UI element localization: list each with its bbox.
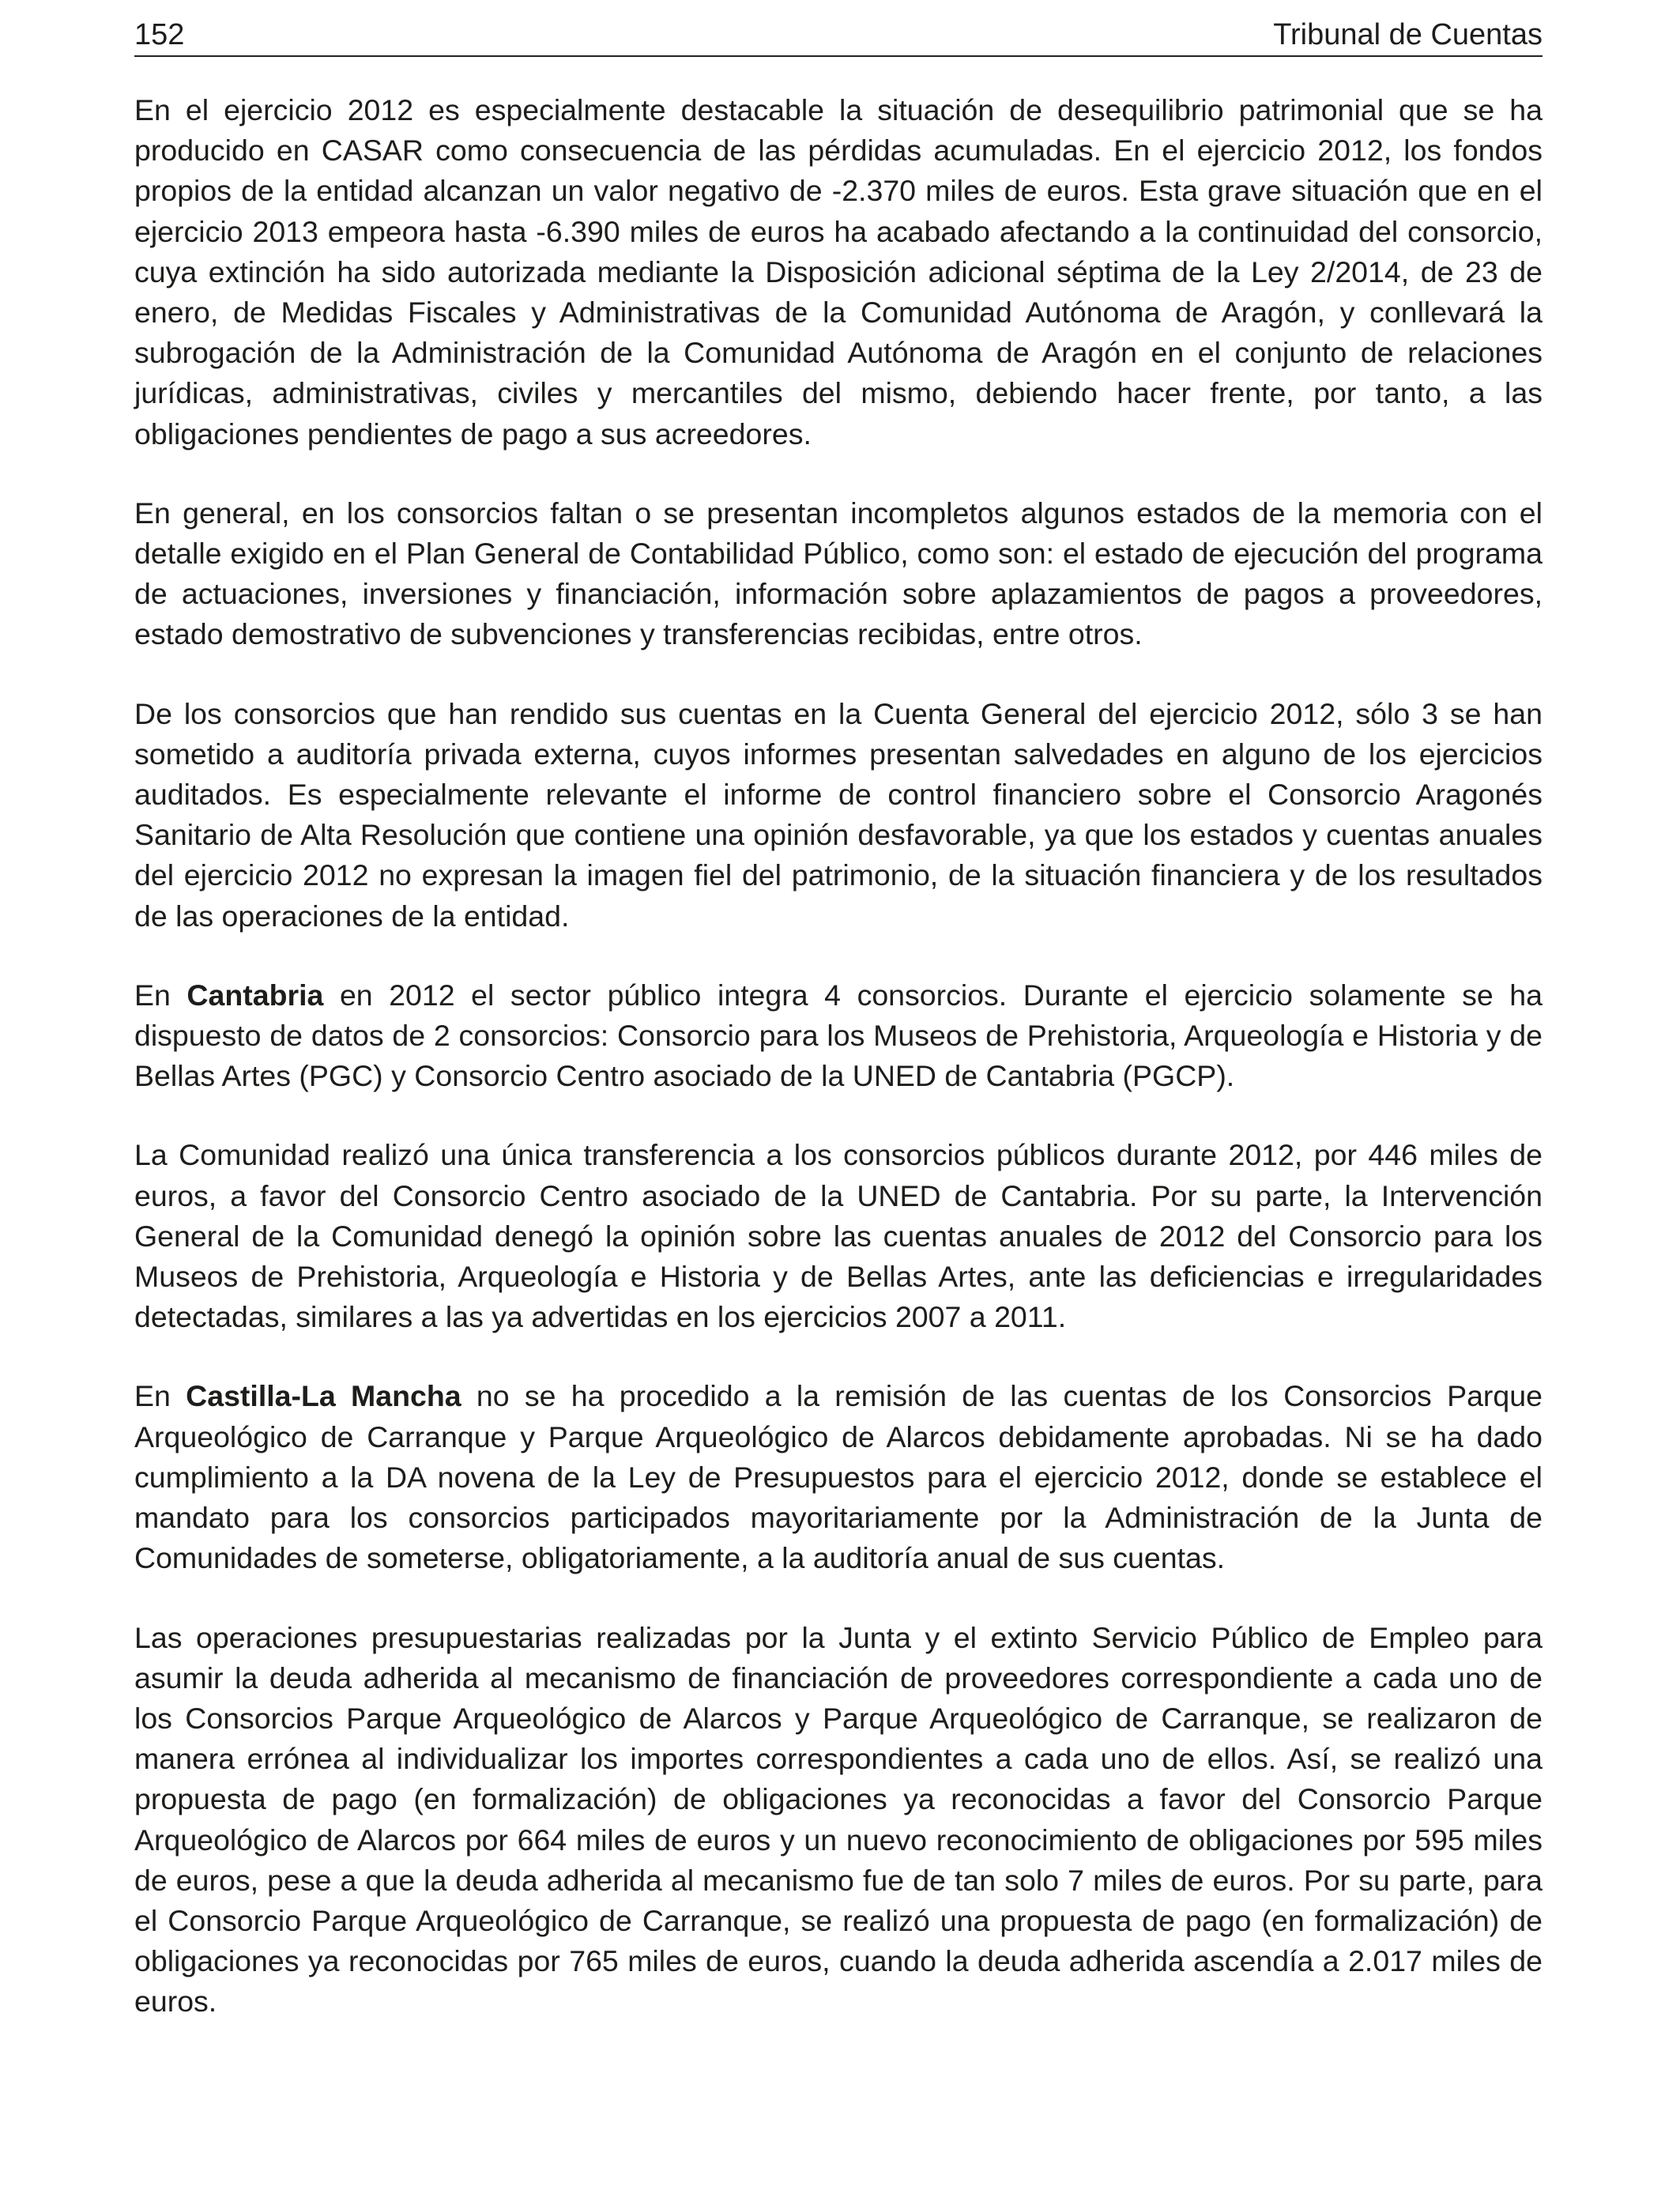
paragraph-castilla-text: no se ha procedido a la remisión de las cuentas de los Consorcios Parque Arqueológico de Carranque y Parque Arqueológico de Alarcos debidamente aprobadas. Ni se ha dado cumplimiento a la DA novena de la Ley de Presupuestos para el ejercicio 2012, donde se establece el mandato para los consorcios participados mayoritariamente por la Administración de la Junta de Comunidades de someterse, obligatoriamente, a la auditoría anual de sus cuentas. (134, 1379, 1543, 1575)
paragraph-casar: En el ejercicio 2012 es especialmente destacable la situación de desequilibrio patrimonial que se ha producido en CASAR como consecuencia de las pérdidas acumuladas. En el ejercicio 2012, los fondos propios de la entidad alcanzan un valor negativo de -2.370 miles de euros. Esta grave situación que en el ejercicio 2013 empeora hasta -6.390 miles de euros ha acabado afectando a la continuidad del consorcio, cuya extinción ha sido autorizada mediante la Disposición adicional séptima de la Ley 2/2014, de 23 de enero, de Medidas Fiscales y Administrativas de la Comunidad Autónoma de Aragón, y conllevará la subrogación de la Administración de la Comunidad Autónoma de Aragón en el conjunto de relaciones jurídicas, administrativas, civiles y mercantiles del mismo, debiendo hacer frente, por tanto, a las obligaciones pendientes de pago a sus acreedores. (134, 93, 1543, 450)
paragraph-cantabria (134, 975, 1543, 1097)
region-name-castilla-la-mancha: Castilla-La Mancha (186, 1379, 461, 1413)
region-name-cantabria: Cantabria (186, 978, 324, 1012)
paragraph-auditoria: De los consorcios que han rendido sus cuentas en la Cuenta General del ejercicio 2012, sólo 3 se han sometido a auditoría privada externa, cuyos informes presentan salvedades en alguno de los ejercicios auditados. Es especialmente relevante el informe de control financiero sobre el Consorcio Aragonés Sanitario de Alta Resolución que contiene una opinión desfavorable, ya que los estados y cuentas anuales del ejercicio 2012 no expresan la imagen fiel del patrimonio, de la situación financiera y de los resultados de las operaciones de la entidad. (134, 696, 1543, 933)
paragraph-castilla-prefix: En (134, 1379, 186, 1413)
page-number: 152 (134, 18, 185, 51)
paragraph-memoria: En general, en los consorcios faltan o se presentan incompletos algunos estados de la memoria con el detalle exigido en el Plan General de Contabilidad Público, como son: el estado de ejecución del programa de actuaciones, inversiones y financiación, información sobre aplazamientos de pagos a proveedores, estado demostrativo de subvenciones y transferencias recibidas, entre otros. (134, 496, 1543, 651)
paragraph-castilla-la-mancha (134, 1376, 1543, 1578)
paragraph-operaciones: Las operaciones presupuestarias realizadas por la Junta y el extinto Servicio Público de Empleo para asumir la deuda adherida al mecanismo de financiación de proveedores correspondiente a cada uno de los Consorcios Parque Arqueológico de Alarcos y Parque Arqueológico de Carranque, se realizaron de manera errónea al individualizar los importes correspondientes a cada uno de ellos. Así, se realizó una propuesta de pago (en formalización) de obligaciones ya reconocidas a favor del Consorcio Parque Arqueológico de Alarcos por 664 miles de euros y un nuevo reconocimiento de obligaciones por 595 miles de euros, pese a que la deuda adherida al mecanismo fue de tan solo 7 miles de euros. Por su parte, para el Consorcio Parque Arqueológico de Carranque, se realizó una propuesta de pago (en formalización) de obligaciones ya reconocidas por 765 miles de euros, cuando la deuda adherida ascendía a 2.017 miles de euros. (134, 1620, 1543, 2019)
running-title: Tribunal de Cuentas (1273, 18, 1543, 51)
page-body (134, 90, 1543, 2022)
page-header (134, 14, 1543, 57)
paragraph-cantabria-text: en 2012 el sector público integra 4 consorcios. Durante el ejercicio solamente se ha dispuesto de datos de 2 consorcios: Consorcio para los Museos de Prehistoria, Arqueología e Historia y de Bellas Artes (PGC) y Consorcio Centro asociado de la UNED de Cantabria (PGCP). (134, 978, 1543, 1093)
paragraph-cantabria-prefix: En (134, 978, 187, 1012)
paragraph-transferencia: La Comunidad realizó una única transferencia a los consorcios públicos durante 2012, por 446 miles de euros, a favor del Consorcio Centro asociado de la UNED de Cantabria. Por su parte, la Intervención General de la Comunidad denegó la opinión sobre las cuentas anuales de 2012 del Consorcio para los Museos de Prehistoria, Arqueología e Historia y de Bellas Artes, ante las deficiencias e irregularidades detectadas, similares a las ya advertidas en los ejercicios 2007 a 2011. (134, 1138, 1543, 1334)
